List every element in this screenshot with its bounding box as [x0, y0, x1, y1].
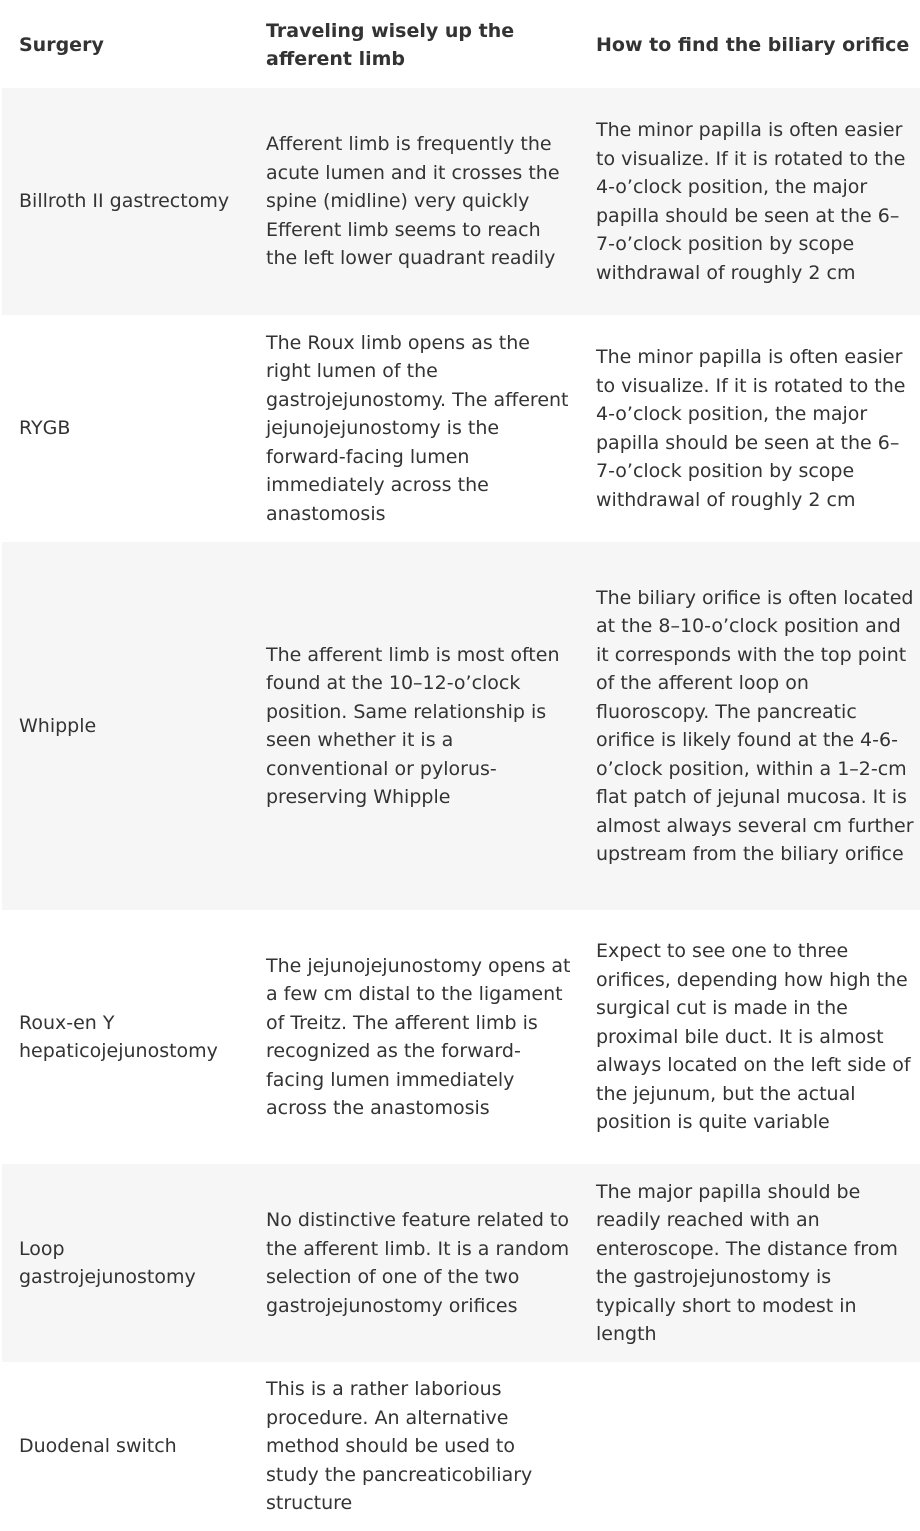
table-row	[2, 88, 920, 315]
table-body	[2, 88, 920, 1531]
cell-biliary: The minor papilla is often easier to visualize. If it is rotated to the 4-o’clock position, the major papilla should be seen at the 6–7-o’clock position by scope withdrawal of roughly 2 cm	[580, 88, 920, 315]
header-surgery: Surgery	[2, 0, 248, 88]
surgery-table	[2, 0, 920, 1531]
cell-biliary: The major papilla should be readily reached with an enteroscope. The distance from the gastrojejunostomy is typically short to modest in length	[580, 1164, 920, 1362]
header-row	[2, 0, 920, 88]
cell-surgery: Duodenal switch	[2, 1362, 248, 1531]
cell-surgery: Whipple	[2, 542, 248, 910]
header-biliary-orifice: How to find the biliary orifice	[580, 0, 920, 88]
table-row	[2, 1164, 920, 1362]
cell-afferent: No distinctive feature related to the afferent limb. It is a random selection of one of the two gastrojejunostomy orifices	[248, 1164, 580, 1362]
table-row	[2, 542, 920, 910]
cell-biliary: The minor papilla is often easier to visualize. If it is rotated to the 4-o’clock position, the major papilla should be seen at the 6–7-o’clock position by scope withdrawal of roughly 2 cm	[580, 315, 920, 542]
table-header	[2, 0, 920, 88]
cell-surgery: Loop gastrojejunostomy	[2, 1164, 248, 1362]
cell-biliary: The biliary orifice is often located at the 8–10-o’clock position and it corresponds with the top point of the afferent loop on fluoroscopy. The pancreatic orifice is likely found at the 4-6-o’clock position, within a 1–2-cm flat patch of jejunal mucosa. It is almost always several cm further upstream from the biliary orifice	[580, 542, 920, 910]
table-row	[2, 315, 920, 542]
cell-surgery: Billroth II gastrectomy	[2, 88, 248, 315]
cell-afferent: This is a rather laborious procedure. An alternative method should be used to study the pancreaticobiliary structure	[248, 1362, 580, 1531]
header-afferent-limb: Traveling wisely up the afferent limb	[248, 0, 580, 88]
cell-afferent: The afferent limb is most often found at the 10–12-o’clock position. Same relationship is seen whether it is a conventional or pylorus-preserving Whipple	[248, 542, 580, 910]
table-row	[2, 1362, 920, 1531]
cell-afferent: Afferent limb is frequently the acute lumen and it crosses the spine (midline) very quickly Efferent limb seems to reach the left lower quadrant readily	[248, 88, 580, 315]
cell-afferent: The Roux limb opens as the right lumen of the gastrojejunostomy. The afferent jejunojejunostomy is the forward-facing lumen immediately across the anastomosis	[248, 315, 580, 542]
cell-afferent: The jejunojejunostomy opens at a few cm distal to the ligament of Treitz. The afferent limb is recognized as the forward-facing lumen immediately across the anastomosis	[248, 910, 580, 1164]
table-row	[2, 910, 920, 1164]
cell-surgery: Roux-en Y hepaticojejunostomy	[2, 910, 248, 1164]
cell-biliary: Expect to see one to three orifices, depending how high the surgical cut is made in the proximal bile duct. It is almost always located on the left side of the jejunum, but the actual position is quite variable	[580, 910, 920, 1164]
cell-surgery: RYGB	[2, 315, 248, 542]
cell-biliary	[580, 1362, 920, 1531]
surgery-table-container	[2, 0, 920, 1531]
